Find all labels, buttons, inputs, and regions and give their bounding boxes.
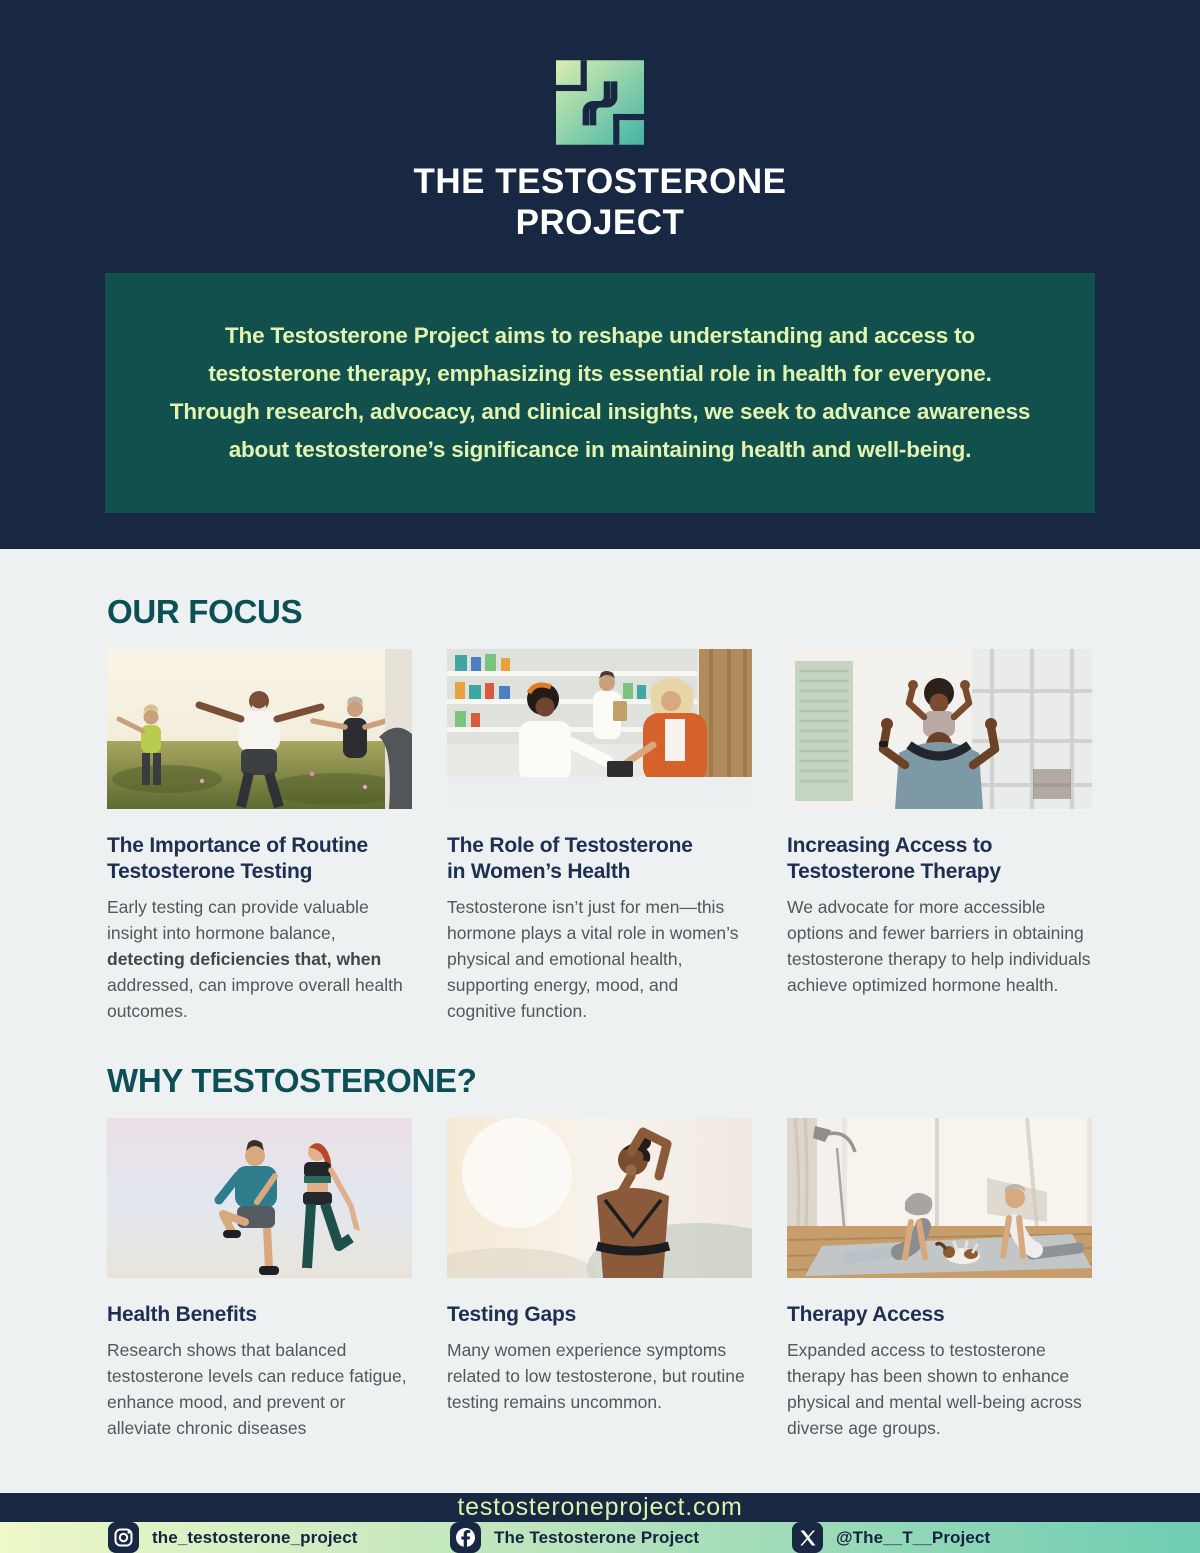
card-therapy-access-focus <box>787 649 1092 1024</box>
card-therapy-access-why <box>787 1118 1092 1441</box>
mission-line: testosterone therapy, emphasizing its essential role in health for everyone. <box>208 361 992 386</box>
website-bar <box>0 1493 1200 1522</box>
facebook-icon <box>450 1522 481 1553</box>
mission-statement <box>105 273 1095 513</box>
facebook-handle: The Testosterone Project <box>494 1527 700 1547</box>
title-line-1: THE TESTOSTERONE <box>413 162 787 201</box>
main-content <box>0 549 1200 1493</box>
card-title: The Role of Testosterone in Women’s Health <box>447 834 693 883</box>
pharmacy-consultation-photo <box>447 649 752 809</box>
card-testing-gaps <box>447 1118 752 1441</box>
social-item-x <box>792 1522 1200 1553</box>
card-health-benefits <box>107 1118 412 1441</box>
brand-logo-icon <box>0 60 1200 145</box>
instagram-handle: the_testosterone_project <box>152 1527 358 1547</box>
card-title: Therapy Access <box>787 1303 945 1326</box>
outdoor-group-exercise-photo <box>107 649 412 809</box>
card-title: Health Benefits <box>107 1303 257 1326</box>
card-title: The Importance of Routine Testosterone Testing <box>107 834 369 883</box>
card-body: Research shows that balanced testosterone levels can reduce fatigue, enhance mood, and prevent or alleviate chronic diseases <box>107 1340 407 1438</box>
social-item-instagram <box>108 1522 450 1553</box>
card-body: Testosterone isn’t just for men—this hormone plays a vital role in women’s physical and emotional health, supporting energy, mood, and cognitive function. <box>447 897 739 1021</box>
section-heading-why-testosterone: WHY TESTOSTERONE? <box>107 1062 477 1099</box>
mission-line: Through research, advocacy, and clinical insights, we seek to advance awareness <box>169 399 1031 424</box>
card-body: Expanded access to testosterone therapy has been shown to enhance physical and mental well-being across diverse age groups. <box>787 1340 1082 1438</box>
card-body: We advocate for more accessible options and fewer barriers in obtaining testosterone therapy to help individuals achieve optimized hormone health. <box>787 897 1091 995</box>
father-child-flexing-photo <box>787 649 1092 809</box>
x-handle: @The__T__Project <box>836 1527 991 1547</box>
website-url: testosteroneproject.com <box>457 1493 743 1521</box>
mission-line: about testosterone’s significance in maintaining health and well-being. <box>228 437 972 462</box>
page-title <box>0 161 1200 243</box>
card-body: Many women experience symptoms related to low testosterone, but routine testing remains uncommon. <box>447 1340 745 1412</box>
title-line-2: PROJECT <box>515 203 685 242</box>
social-bar <box>0 1522 1200 1553</box>
social-item-facebook <box>450 1522 792 1553</box>
card-title: Testing Gaps <box>447 1303 577 1326</box>
x-icon <box>792 1522 823 1553</box>
card-body: Early testing can provide valuable insight into hormone balance, detecting deficiencies that, when addressed, can improve overall health outcomes. <box>107 897 403 1021</box>
senior-couple-yoga-dog-photo <box>787 1118 1092 1278</box>
card-routine-testing <box>107 649 412 1024</box>
woman-back-stretch-photo <box>447 1118 752 1278</box>
couple-stretching-photo <box>107 1118 412 1278</box>
our-focus-cards <box>107 649 1093 1024</box>
footer <box>0 1493 1200 1553</box>
why-testosterone-cards <box>107 1118 1093 1441</box>
mission-line: The Testosterone Project aims to reshape understanding and access to <box>225 323 975 348</box>
section-heading-our-focus: OUR FOCUS <box>107 593 303 630</box>
card-title: Increasing Access to Testosterone Therapy <box>787 834 1001 883</box>
instagram-icon <box>108 1522 139 1553</box>
header <box>0 0 1200 549</box>
card-womens-health <box>447 649 752 1024</box>
